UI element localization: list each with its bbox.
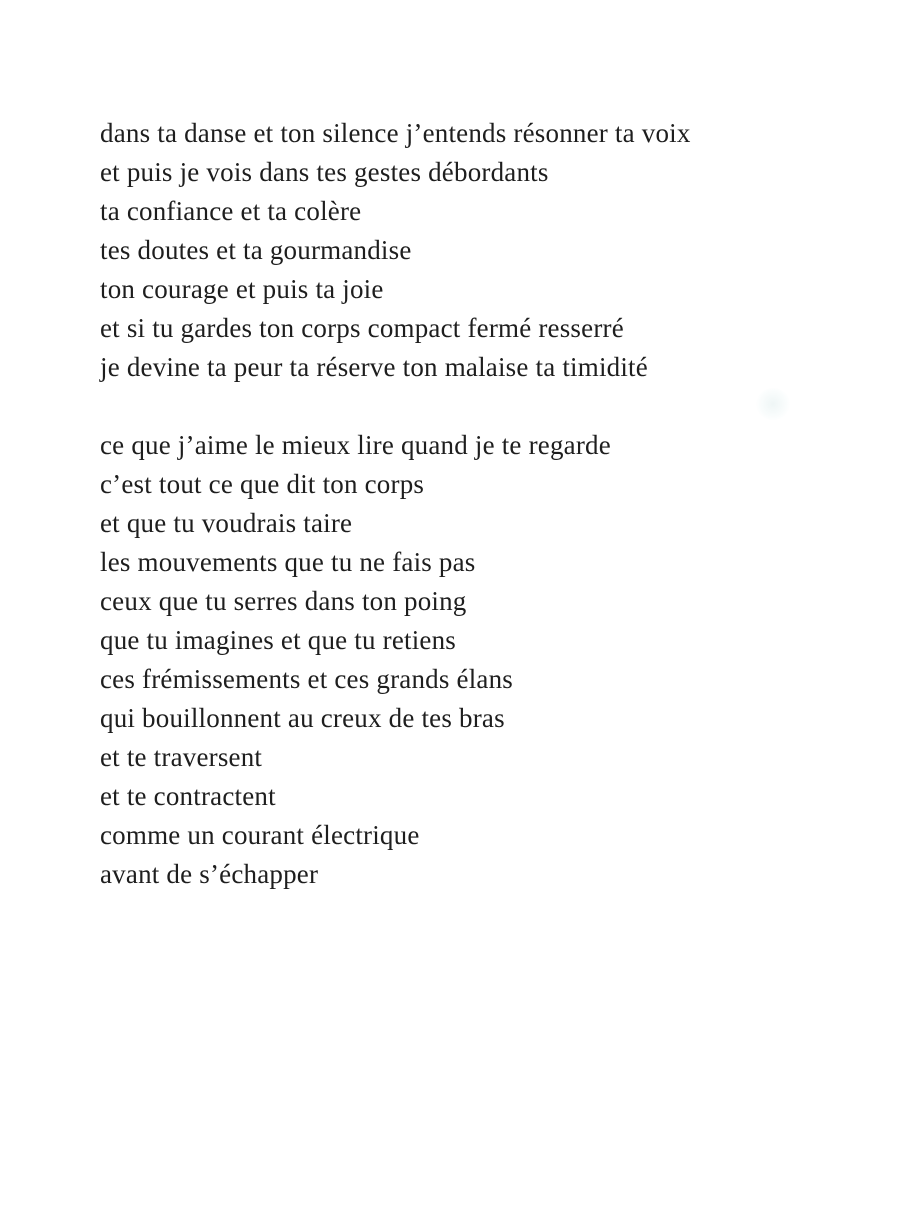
poem-line: les mouvements que tu ne fais pas: [100, 547, 476, 577]
poem-line: que tu imagines et que tu retiens: [100, 625, 457, 655]
poem-line: avant de s’échapper: [100, 859, 319, 889]
poem-stanza-1: [100, 114, 691, 387]
poem-line: et te traversent: [100, 742, 263, 772]
poem-line: et que tu voudrais taire: [100, 508, 353, 538]
poem-line: ceux que tu serres dans ton poing: [100, 586, 467, 616]
poem-line: c’est tout ce que dit ton corps: [100, 469, 425, 499]
poem-line: je devine ta peur ta réserve ton malaise ta timidité: [100, 352, 648, 382]
poem-line: ce que j’aime le mieux lire quand je te regarde: [100, 430, 611, 460]
poem-line: et si tu gardes ton corps compact fermé resserré: [100, 313, 624, 343]
page-smudge: [756, 388, 790, 420]
poem-line: et te contractent: [100, 781, 276, 811]
poem-line: ces frémissements et ces grands élans: [100, 664, 514, 694]
poem-line: ton courage et puis ta joie: [100, 274, 384, 304]
poem-line: qui bouillonnent au creux de tes bras: [100, 703, 505, 733]
poem-line: ta confiance et ta colère: [100, 196, 362, 226]
poem: [100, 114, 691, 894]
poem-line: dans ta danse et ton silence j’entends résonner ta voix: [100, 118, 691, 148]
poem-stanza-2: [100, 426, 691, 894]
poem-line: tes doutes et ta gourmandise: [100, 235, 412, 265]
poem-line: comme un courant électrique: [100, 820, 420, 850]
poem-line: et puis je vois dans tes gestes débordants: [100, 157, 549, 187]
